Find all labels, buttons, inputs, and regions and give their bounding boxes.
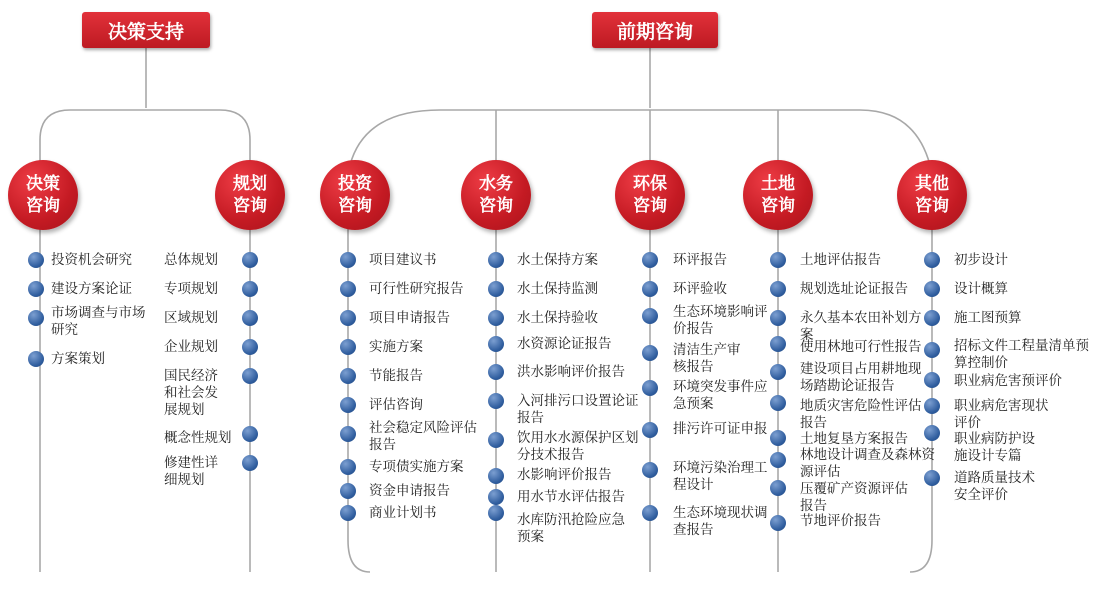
list-item: 专项规划: [164, 281, 218, 297]
list-item: 地质灾害危险性评估报告: [800, 398, 922, 431]
bullet-dot: [242, 426, 258, 442]
list-item: 节能报告: [369, 368, 423, 384]
bullet-dot: [770, 395, 786, 411]
bullet-dot: [770, 430, 786, 446]
list-item: 水影响评价报告: [517, 467, 612, 483]
bullet-dot: [242, 252, 258, 268]
bullet-dot: [340, 459, 356, 475]
category-land: 土地咨询: [743, 160, 813, 230]
list-item: 环评验收: [673, 281, 727, 297]
bullet-dot: [242, 281, 258, 297]
list-item: 规划选址论证报告: [800, 281, 908, 297]
list-item: 建设项目占用耕地现场踏勘论证报告: [800, 361, 922, 394]
bullet-dot: [924, 470, 940, 486]
list-item: 资金申请报告: [369, 483, 450, 499]
bullet-dot: [924, 372, 940, 388]
header-decision-support: 决策支持: [82, 12, 210, 48]
list-item: 水库防汛抢险应急预案: [517, 512, 625, 545]
bullet-dot: [28, 252, 44, 268]
list-item: 环境污染治理工程设计: [673, 460, 768, 493]
list-item: 可行性研究报告: [369, 281, 464, 297]
list-item: 国民经济和社会发展规划: [164, 368, 218, 418]
bullet-dot: [340, 281, 356, 297]
list-item: 生态环境现状调查报告: [673, 505, 768, 538]
list-item: 设计概算: [954, 281, 1008, 297]
bullet-dot: [770, 281, 786, 297]
list-item: 职业病危害预评价: [954, 373, 1062, 389]
bullet-dot: [924, 310, 940, 326]
list-item: 项目申请报告: [369, 310, 450, 326]
list-item: 清洁生产审核报告: [673, 342, 741, 375]
category-planning: 规划咨询: [215, 160, 285, 230]
bullet-dot: [242, 310, 258, 326]
bullet-dot: [340, 252, 356, 268]
bullet-dot: [924, 425, 940, 441]
category-water: 水务咨询: [461, 160, 531, 230]
bullet-dot: [642, 380, 658, 396]
bullet-dot: [488, 310, 504, 326]
bullet-dot: [340, 505, 356, 521]
bullet-dot: [488, 281, 504, 297]
bullet-dot: [642, 252, 658, 268]
list-item: 项目建议书: [369, 252, 437, 268]
category-investment: 投资咨询: [320, 160, 390, 230]
bullet-dot: [642, 462, 658, 478]
bullet-dot: [242, 339, 258, 355]
bullet-dot: [28, 351, 44, 367]
bullet-dot: [642, 345, 658, 361]
bullet-dot: [488, 252, 504, 268]
list-item: 企业规划: [164, 339, 218, 355]
list-item: 职业病危害现状评价: [954, 398, 1049, 431]
bullet-dot: [340, 339, 356, 355]
list-item: 总体规划: [164, 252, 218, 268]
bullet-dot: [488, 393, 504, 409]
list-item: 道路质量技术安全评价: [954, 470, 1035, 503]
bullet-dot: [770, 336, 786, 352]
list-item: 环境突发事件应急预案: [673, 379, 768, 412]
bullet-dot: [770, 310, 786, 326]
bullet-dot: [28, 310, 44, 326]
list-item: 压覆矿产资源评估报告: [800, 481, 908, 514]
list-item: 环评报告: [673, 252, 727, 268]
list-item: 水土保持验收: [517, 310, 598, 326]
bullet-dot: [340, 368, 356, 384]
bullet-dot: [642, 505, 658, 521]
bullet-dot: [488, 489, 504, 505]
bullet-dot: [488, 432, 504, 448]
list-item: 水土保持方案: [517, 252, 598, 268]
list-item: 区域规划: [164, 310, 218, 326]
bullet-dot: [642, 281, 658, 297]
list-item: 排污许可证申报: [673, 421, 768, 437]
bullet-dot: [642, 422, 658, 438]
list-item: 洪水影响评价报告: [517, 364, 625, 380]
list-item: 饮用水水源保护区划分技术报告: [517, 430, 639, 463]
list-item: 招标文件工程量清单预算控制价: [954, 338, 1089, 371]
list-item: 初步设计: [954, 252, 1008, 268]
bullet-dot: [924, 252, 940, 268]
list-item: 入河排污口设置论证报告: [517, 393, 639, 426]
category-environment: 环保咨询: [615, 160, 685, 230]
bottom-white-box: [168, 576, 930, 610]
bullet-dot: [924, 398, 940, 414]
bullet-dot: [642, 308, 658, 324]
list-item: 专项债实施方案: [369, 459, 464, 475]
list-item: 实施方案: [369, 339, 423, 355]
list-item: 土地复垦方案报告: [800, 431, 908, 447]
list-item: 节地评价报告: [800, 513, 881, 529]
list-item: 使用林地可行性报告: [800, 339, 922, 355]
category-decision: 决策咨询: [8, 160, 78, 230]
bullet-dot: [488, 468, 504, 484]
list-item: 投资机会研究: [51, 252, 132, 268]
bullet-dot: [488, 364, 504, 380]
bullet-dot: [340, 397, 356, 413]
category-other: 其他咨询: [897, 160, 967, 230]
bullet-dot: [242, 455, 258, 471]
bullet-dot: [340, 310, 356, 326]
list-item: 永久基本农田补划方案: [800, 310, 922, 343]
bullet-dot: [488, 336, 504, 352]
list-item: 评估咨询: [369, 397, 423, 413]
bullet-dot: [340, 426, 356, 442]
list-item: 市场调查与市场研究: [51, 305, 146, 338]
list-item: 修建性详细规划: [164, 455, 218, 488]
list-item: 生态环境影响评价报告: [673, 304, 768, 337]
bullet-dot: [770, 480, 786, 496]
list-item: 商业计划书: [369, 505, 437, 521]
list-item: 水资源论证报告: [517, 336, 612, 352]
list-item: 水土保持监测: [517, 281, 598, 297]
list-item: 土地评估报告: [800, 252, 881, 268]
list-item: 社会稳定风险评估报告: [369, 420, 477, 453]
list-item: 方案策划: [51, 351, 105, 367]
bullet-dot: [770, 364, 786, 380]
bullet-dot: [770, 252, 786, 268]
list-item: 林地设计调查及森林资源评估: [800, 447, 935, 480]
bullet-dot: [770, 515, 786, 531]
list-item: 概念性规划: [164, 430, 232, 446]
header-pre-consulting: 前期咨询: [592, 12, 718, 48]
bullet-dot: [770, 452, 786, 468]
bullet-dot: [340, 483, 356, 499]
bullet-dot: [242, 368, 258, 384]
bullet-dot: [924, 342, 940, 358]
bullet-dot: [488, 505, 504, 521]
list-item: 施工图预算: [954, 310, 1022, 326]
bullet-dot: [924, 281, 940, 297]
list-item: 建设方案论证: [51, 281, 132, 297]
bullet-dot: [28, 281, 44, 297]
list-item: 用水节水评估报告: [517, 489, 625, 505]
list-item: 职业病防护设施设计专篇: [954, 431, 1035, 464]
